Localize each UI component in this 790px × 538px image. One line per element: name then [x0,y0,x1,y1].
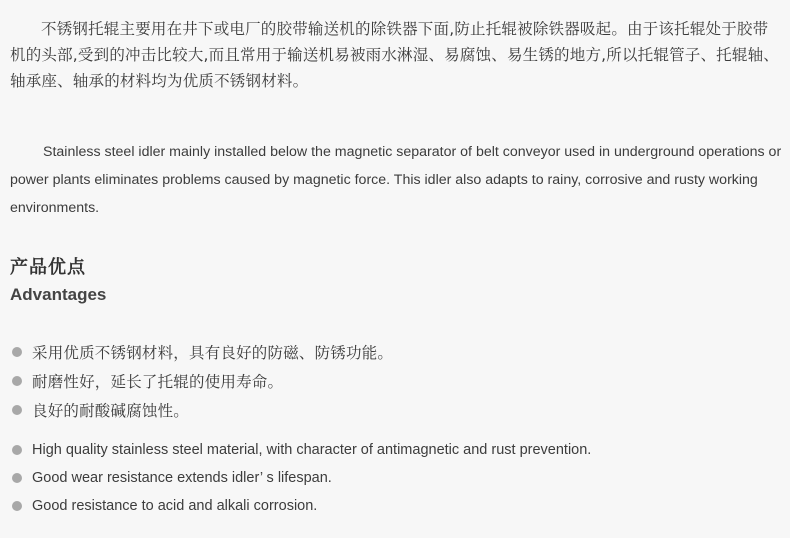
intro-paragraph-en: Stainless steel idler mainly installed below the magnetic separator of belt conveyor used in underground operations or power plants eliminates problems caused by magnetic force. This idler also adapts to rainy, corrosive and rusty working environments. [10,144,782,216]
list-item-text: 耐磨性好，延长了托辊的使用寿命。 [32,372,284,391]
list-item-text: Good wear resistance extends idler’ s lifespan. [32,469,332,486]
list-item [10,396,393,423]
bullet-icon [12,501,22,511]
bullet-icon [12,376,22,386]
advantages-heading-en: Advantages [10,285,107,304]
list-item-text: 良好的耐酸碱腐蚀性。 [32,401,190,420]
bullet-icon [12,473,22,483]
bullet-icon [12,347,22,357]
list-item [10,437,591,462]
list-item-text: High quality stainless steel material, with character of antimagnetic and rust prevention. [32,441,592,458]
list-item [10,367,393,394]
advantages-list-en [10,437,591,521]
list-item [10,493,591,518]
list-item-text: 采用优质不锈钢材料，具有良好的防磁、防锈功能。 [32,343,394,362]
advantages-list-cn [10,338,393,425]
advantages-heading-cn: 产品优点 [10,257,86,278]
list-item-text: Good resistance to acid and alkali corrosion. [32,497,318,514]
bullet-icon [12,405,22,415]
bullet-icon [12,445,22,455]
intro-paragraph-cn: 不锈钢托辊主要用在井下或电厂的胶带输送机的除铁器下面,防止托辊被除铁器吸起。由于该托辊处于胶带机的头部,受到的冲击比较大,而且常用于输送机易被雨水淋湿、易腐蚀、易生锈的地方,所以托辊管子、托辊轴、轴承座、轴承的材料均为优质不锈钢材料。 [10,20,779,90]
list-item [10,338,393,365]
list-item [10,465,591,490]
